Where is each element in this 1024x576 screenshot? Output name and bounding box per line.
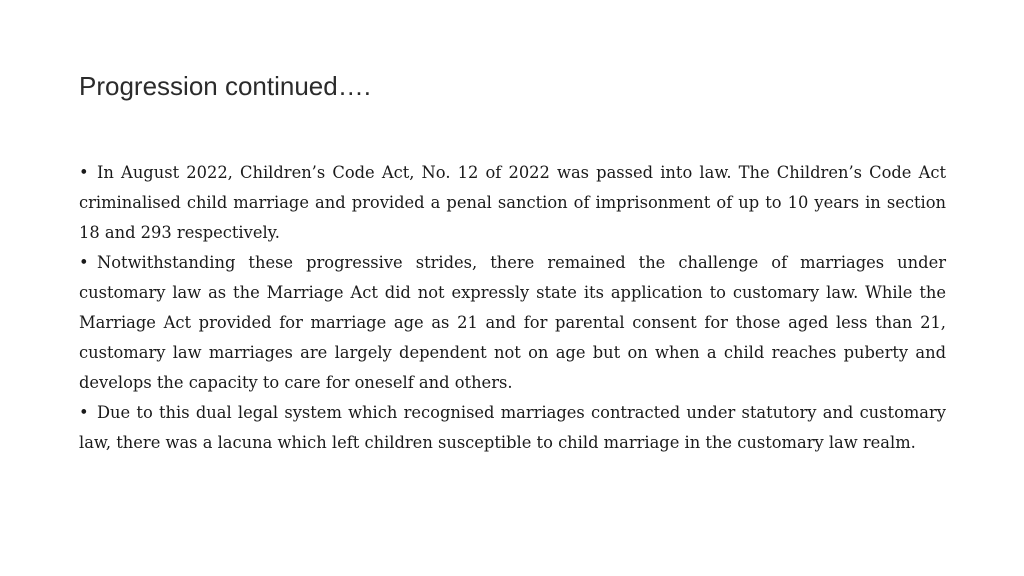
slide-body: [79, 158, 946, 458]
bullet-marker: •: [79, 253, 89, 272]
bullet-item-1: [79, 158, 946, 248]
slide-title: Progression continued….: [79, 71, 371, 101]
bullet-item-3: [79, 398, 946, 458]
bullet-text: In August 2022, Children’s Code Act, No. 12 of 2022 was passed into law. The Children’s Code Act criminalised child marriage and provided a penal sanction of imprisonment of up to 10 years in section 18 and 293 respectively.: [79, 163, 946, 242]
bullet-marker: •: [79, 403, 89, 422]
bullet-item-2: [79, 248, 946, 398]
bullet-text: Due to this dual legal system which recognised marriages contracted under statutory and customary law, there was a lacuna which left children susceptible to child marriage in the customary law realm.: [79, 403, 946, 452]
bullet-text: Notwithstanding these progressive strides, there remained the challenge of marriages under customary law as the Marriage Act did not expressly state its application to customary law. While the Marriage Act provided for marriage age as 21 and for parental consent for those aged less than 21, customary law marriages are largely dependent not on age but on when a child reaches puberty and develops the capacity to care for oneself and others.: [79, 253, 946, 392]
bullet-marker: •: [79, 163, 89, 182]
